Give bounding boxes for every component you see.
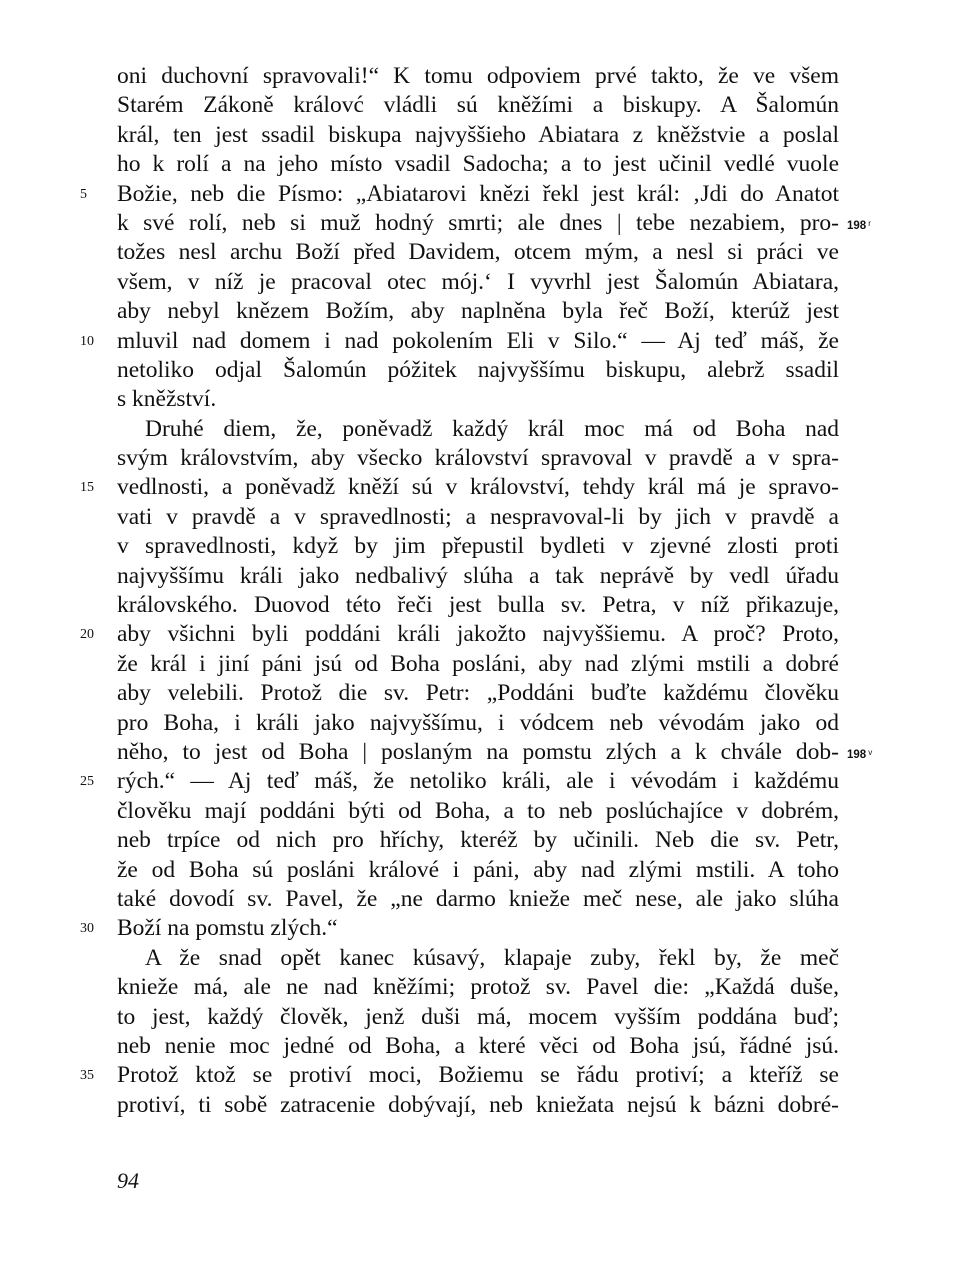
line-text: k své rolí, neb si muž hodný smrti; ale dnes | tebe nezabiem, pro-	[117, 209, 839, 236]
text-line	[117, 91, 839, 120]
text-line	[80, 767, 839, 796]
page-number: 94	[117, 1168, 139, 1193]
text-line	[117, 1003, 839, 1032]
line-number: 35	[80, 1068, 94, 1084]
line-text: to jest, každý člověk, jenž duši má, mocem vyšším poddána buď;	[117, 1003, 839, 1030]
text-line	[117, 856, 839, 885]
text-line	[117, 973, 839, 1002]
text-line	[117, 797, 839, 826]
folio-marker	[847, 738, 907, 770]
folio-marker	[847, 209, 907, 241]
line-text: královského. Duovod této řeči jest bulla sv. Petra, v níž přikazuje,	[117, 592, 839, 619]
text-line	[117, 562, 839, 591]
line-text: s kněžství.	[117, 386, 217, 413]
line-text: Božie, neb die Písmo: „Abiatarovi knězi řekl jest král: ‚Jdi do Anatot	[117, 180, 839, 207]
text-line	[117, 238, 839, 267]
line-text: Protož ktož se protiví moci, Božiemu se řádu protiví; a kteříž se	[117, 1062, 839, 1089]
line-text: pro Boha, i králi jako najvyššímu, i vódcem neb vévodám jako od	[117, 709, 839, 736]
line-text: že král i jiní páni jsú od Boha posláni, aby nad zlými mstili a dobré	[117, 650, 839, 677]
text-line	[117, 415, 839, 444]
line-text: Starém Zákoně královć vládli sú kněžími a biskupy. A Šalomún	[117, 92, 839, 119]
text-line	[117, 944, 839, 973]
line-text: aby velebili. Protož die sv. Petr: „Poddáni buďte každému člověku	[117, 680, 839, 707]
line-text: neb nenie moc jedné od Boha, a které věci od Boha jsú, řádné jsú.	[117, 1032, 839, 1059]
text-line	[117, 150, 839, 179]
line-text: že od Boha sú posláni králové i páni, aby nad zlými mstili. A toho	[117, 856, 839, 883]
text-line	[117, 709, 839, 738]
text-line	[117, 385, 839, 414]
text-line	[117, 62, 839, 91]
text-line	[117, 532, 839, 561]
line-text: svým královstvím, aby všecko království spravoval v pravdě a v spra-	[117, 445, 839, 472]
text-line	[117, 679, 839, 708]
line-text: v spravedlnosti, když by jim přepustil bydleti v zjevné zlosti proti	[117, 533, 839, 560]
text-line	[117, 503, 839, 532]
text-line	[117, 1032, 839, 1061]
text-line	[80, 914, 839, 943]
line-text: Druhé diem, že, poněvadž každý král moc má od Boha nad	[145, 415, 839, 442]
line-number: 30	[80, 921, 94, 937]
text-line	[117, 121, 839, 150]
text-line	[117, 738, 873, 767]
text-line	[117, 209, 871, 238]
text-line	[117, 591, 839, 620]
text-line	[80, 620, 839, 649]
line-text: protiví, ti sobě zatracenie dobývají, neb kniežata nejsú k bázni dobré-	[117, 1091, 839, 1118]
line-number: 5	[80, 186, 87, 202]
line-text: netoliko odjal Šalomún póžitek najvyššímu biskupu, alebrž ssadil	[117, 356, 839, 383]
line-number: 10	[80, 333, 94, 349]
line-text: všem, v níž je pracoval otec mój.‘ I vyvrhl jest Šalomún Abiatara,	[117, 268, 839, 295]
line-text: mluvil nad domem i nad pokolením Eli v Silo.“ — Aj teď máš, že	[117, 327, 839, 354]
line-text: vati v pravdě a v spravedlnosti; a nespravoval-li by jich v pravdě a	[117, 503, 839, 530]
text-line	[117, 826, 839, 855]
line-number: 15	[80, 480, 94, 496]
text-line	[117, 268, 839, 297]
body-text	[80, 62, 873, 1120]
text-line	[80, 473, 839, 502]
folio-side: r	[868, 218, 871, 228]
line-text: Boží na pomstu zlých.“	[117, 915, 338, 942]
text-line	[80, 1061, 839, 1090]
line-text: člověku mají poddáni býti od Boha, a to neb poslúchajíce v dobrém,	[117, 797, 839, 824]
folio-side: v	[868, 747, 873, 757]
line-text: A že snad opět kanec kúsavý, klapaje zuby, řekl by, že meč	[145, 944, 839, 971]
line-text: tožes nesl archu Boží před Davidem, otcem mým, a nesl si práci ve	[117, 239, 839, 266]
text-line	[80, 327, 839, 356]
folio-number: 198	[847, 219, 867, 232]
text-line	[80, 180, 839, 209]
line-text: najvyššímu králi jako nedbalivý slúha a tak neprávě by vedl úřadu	[117, 562, 839, 589]
line-text: ho k rolí a na jeho místo vsadil Sadocha; a to jest učinil vedlé vuole	[117, 151, 839, 178]
text-line	[117, 444, 839, 473]
line-text: aby nebyl knězem Božím, aby naplněna byla řeč Boží, kterúž jest	[117, 298, 839, 325]
line-text: neb trpíce od nich pro hříchy, kteréž by učinili. Neb die sv. Petr,	[117, 827, 839, 854]
text-line	[117, 650, 839, 679]
folio-number: 198	[847, 748, 867, 761]
line-text: knieže má, ale ne nad kněžími; protož sv. Pavel die: „Každá duše,	[117, 974, 839, 1001]
line-number: 25	[80, 774, 94, 790]
line-text: aby všichni byli poddáni králi jakožto najvyššiemu. A proč? Proto,	[117, 621, 839, 648]
line-text: také dovodí sv. Pavel, že „ne darmo knieže meč nese, ale jako slúha	[117, 885, 839, 912]
line-text: vedlnosti, a poněvadž kněží sú v království, tehdy král má je spravo-	[117, 474, 839, 501]
line-text: něho, to jest od Boha | poslaným na pomstu zlých a k chvále dob-	[117, 738, 839, 765]
line-text: oni duchovní spravovali!“ K tomu odpoviem prvé takto, že ve všem	[117, 63, 839, 89]
text-line	[117, 297, 839, 326]
text-line	[117, 1091, 839, 1120]
text-line	[117, 885, 839, 914]
line-number: 20	[80, 627, 94, 643]
line-text: rých.“ — Aj teď máš, že netoliko králi, ale i vévodám i každému	[117, 768, 839, 795]
text-line	[117, 356, 839, 385]
line-text: král, ten jest ssadil biskupa najvyššieho Abiatara z kněžstvie a poslal	[117, 121, 839, 148]
